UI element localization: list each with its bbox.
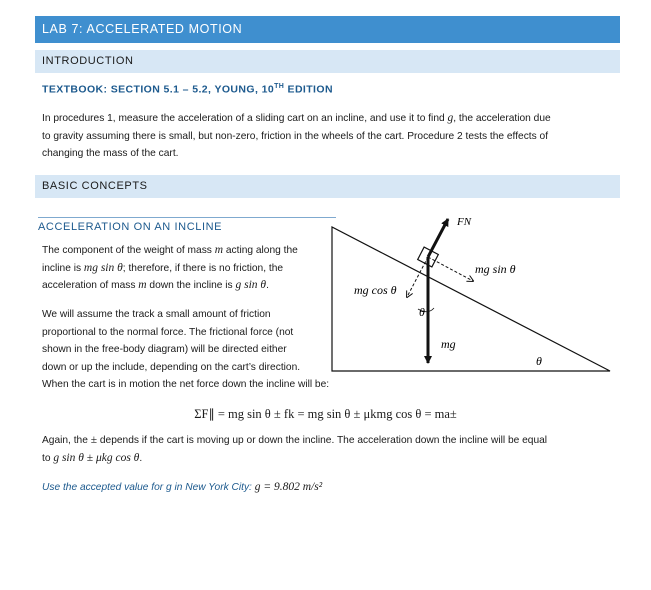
basic-concepts-heading: BASIC CONCEPTS — [35, 175, 620, 198]
text: incline is — [42, 262, 84, 274]
again-paragraph — [42, 432, 617, 467]
symbol-plus-minus: ± — [90, 434, 98, 446]
intro-line-2: to gravity assuming there is small, but non-zero, friction in the wheels of the cart. Procedure 2 tests the effects of — [42, 130, 549, 142]
friction-line-3: shown in the free-body diagram) will be directed either — [42, 344, 287, 355]
nyc-g-note — [42, 481, 322, 493]
text: depends if the cart is moving up or down the incline. The acceleration down the incline will be equal — [97, 435, 548, 446]
intro-line-1 — [42, 110, 617, 128]
introduction-heading: INTRODUCTION — [35, 50, 620, 73]
text: ; therefore, if there is no friction, the — [122, 262, 284, 274]
friction-line-2: proportional to the normal force. The frictional force (not — [42, 326, 294, 338]
parallel-component-arrow — [428, 257, 473, 281]
label-fn: FN — [457, 216, 472, 228]
incline-line-1 — [42, 242, 334, 260]
friction-line-5: When the cart is in motion the net force down the incline will be: — [42, 379, 330, 390]
label-mg: mg — [441, 337, 456, 351]
net-force-equation: ΣF∥ = mg sin θ ± fk = mg sin θ ± μkmg cos θ = ma± — [194, 407, 457, 421]
textbook-edition: EDITION — [284, 83, 333, 96]
symbol-g: g — [447, 112, 454, 124]
text: acceleration of mass — [42, 280, 139, 291]
expr-acceleration: g sin θ ± μkg cos θ — [53, 451, 140, 464]
note-value: g = 9.802 m/s² — [254, 481, 323, 493]
text: to — [42, 452, 54, 464]
text: Again, the — [42, 435, 91, 446]
label-theta-inner: θ — [419, 305, 425, 319]
label-mg-cos: mg cos θ — [354, 283, 397, 297]
textbook-superscript: TH — [274, 83, 285, 90]
friction-line-4: down or up the include, depending on the cart’s direction. — [42, 361, 301, 373]
text: . — [139, 452, 143, 464]
friction-line-1: We will assume the track a small amount of friction — [42, 309, 271, 320]
textbook-reference — [42, 83, 333, 96]
expr-g-sin: g sin θ — [235, 279, 267, 291]
incline-triangle — [332, 227, 610, 371]
text: acting along the — [223, 245, 298, 256]
note-text: Use the accepted value for g in New York City: — [42, 482, 255, 493]
introduction-paragraph — [42, 110, 617, 163]
intro-text: In procedures 1, measure the acceleration of a sliding cart on an incline, and use it to find — [42, 113, 448, 124]
incline-line-2 — [42, 260, 334, 278]
again-line-2 — [42, 450, 617, 468]
perpendicular-component-arrow — [407, 257, 428, 297]
incline-free-body-diagram — [330, 205, 615, 375]
expr-mg-sin: mg sin θ — [83, 261, 123, 274]
label-mg-sin: mg sin θ — [475, 262, 516, 276]
textbook-text: TEXTBOOK: SECTION 5.1 – 5.2, YOUNG, 10 — [42, 83, 275, 96]
text: . — [266, 280, 269, 291]
symbol-m: m — [214, 244, 224, 256]
text: down the incline is — [146, 280, 236, 291]
intro-line-3: changing the mass of the cart. — [42, 148, 179, 159]
incline-line-3 — [42, 277, 334, 295]
lab-title: LAB 7: ACCELERATED MOTION — [35, 16, 620, 43]
label-incline-angle: θ — [536, 354, 542, 368]
intro-text: , the acceleration due — [453, 113, 551, 124]
incline-paragraph — [42, 242, 334, 295]
text: The component of the weight of mass — [42, 245, 215, 256]
again-line-1 — [42, 432, 617, 450]
symbol-m: m — [138, 279, 147, 291]
acceleration-incline-heading: ACCELERATION ON AN INCLINE — [38, 217, 336, 233]
normal-force-arrow — [428, 219, 448, 257]
friction-paragraph — [42, 306, 334, 394]
